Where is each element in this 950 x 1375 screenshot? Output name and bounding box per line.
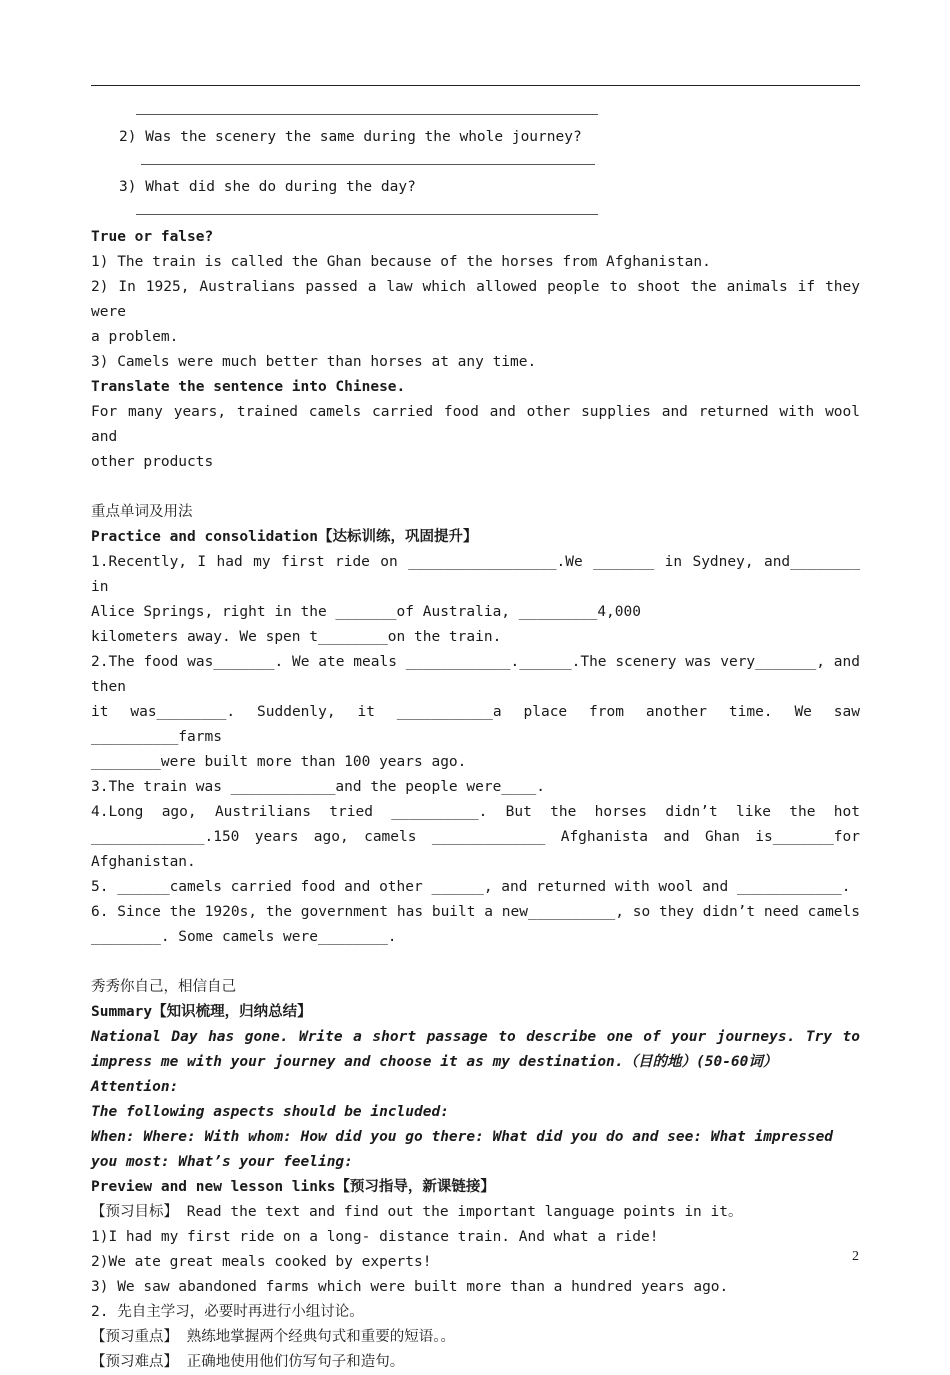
practice-line: 2.The food was_______. We ate meals ____________.______.The scenery was very_______, and then (91, 654, 860, 695)
preview-goal: 【预习目标】 Read the text and find out the important language points in it。 (91, 1204, 743, 1220)
header-rule (91, 85, 860, 86)
preview-heading: Preview and new lesson links【预习指导，新课链接】 (91, 1179, 495, 1195)
practice-line: Afghanistan. (91, 854, 196, 870)
page-content (91, 100, 860, 1375)
practice-line: 5. ______camels carried food and other ______, and returned with wool and ____________. (91, 879, 851, 895)
answer-line (141, 150, 595, 165)
summary-line: impress me with your journey and choose it as my destination.（目的地）(50-60词）Attention: (91, 1054, 778, 1095)
practice-line: it was________. Suddenly, it ___________a place from another time. We saw __________farms (91, 704, 860, 745)
true-false-item: 1) The train is called the Ghan because of the horses from Afghanistan. (91, 254, 711, 270)
practice-line: kilometers away. We spen t________on the train. (91, 629, 502, 645)
answer-line (136, 100, 598, 115)
summary-line: When: Where: With whom: How did you go there: What did you do and see: What impressed (91, 1129, 834, 1145)
practice-line: ________were built more than 100 years ago. (91, 754, 467, 770)
page-number: 2 (852, 1249, 859, 1264)
answer-line (136, 200, 598, 215)
question-3: 3) What did she do during the day? (119, 179, 416, 195)
practice-line: 1.Recently, I had my first ride on _________________.We _______ in Sydney, and________ in (91, 554, 860, 595)
practice-line: _____________.150 years ago, camels _____________ Afghanista and Ghan is_______for (91, 829, 860, 845)
practice-line: ________. Some camels were________. (91, 929, 397, 945)
question-2: 2) Was the scenery the same during the whole journey? (119, 129, 582, 145)
preview-sentence: 3) We saw abandoned farms which were built more than a hundred years ago. (91, 1279, 729, 1295)
true-false-item: 3) Camels were much better than horses at any time. (91, 354, 537, 370)
practice-line: 4.Long ago, Austrilians tried __________. But the horses didn’t like the hot (91, 804, 860, 820)
preview-step: 2. 先自主学习，必要时再进行小组讨论。 (91, 1304, 364, 1320)
true-false-item: 2) In 1925, Australians passed a law which allowed people to shoot the animals if they were (91, 279, 860, 320)
show-title: 秀秀你自己，相信自己 (91, 979, 236, 995)
preview-focus: 【预习重点】 熟练地掌握两个经典句式和重要的短语。。 (91, 1329, 455, 1345)
practice-heading: Practice and consolidation【达标训练，巩固提升】 (91, 529, 478, 545)
summary-line: The following aspects should be included: (91, 1104, 449, 1120)
true-false-heading: True or false? (91, 229, 214, 245)
practice-line: 6. Since the 1920s, the government has built a new__________, so they didn’t need camels (91, 904, 860, 920)
summary-line: National Day has gone. Write a short passage to describe one of your journeys. Try to (91, 1029, 860, 1045)
translate-line: For many years, trained camels carried food and other supplies and returned with wool and (91, 404, 860, 445)
true-false-item: a problem. (91, 329, 179, 345)
preview-difficulty: 【预习难点】 正确地使用他们仿写句子和造句。 (91, 1354, 405, 1370)
vocab-title: 重点单词及用法 (91, 504, 193, 520)
summary-heading: Summary【知识梳理，归纳总结】 (91, 1004, 312, 1020)
practice-line: Alice Springs, right in the _______of Australia, _________4,000 (91, 604, 641, 620)
preview-sentence: 1)I had my first ride on a long- distance train. And what a ride! (91, 1229, 659, 1245)
practice-line: 3.The train was ____________and the people were____. (91, 779, 545, 795)
translate-heading: Translate the sentence into Chinese. (91, 379, 406, 395)
preview-sentence: 2)We ate great meals cooked by experts! (91, 1254, 432, 1270)
summary-line: you most: What’s your feeling: (91, 1154, 353, 1170)
translate-line: other products (91, 454, 214, 470)
